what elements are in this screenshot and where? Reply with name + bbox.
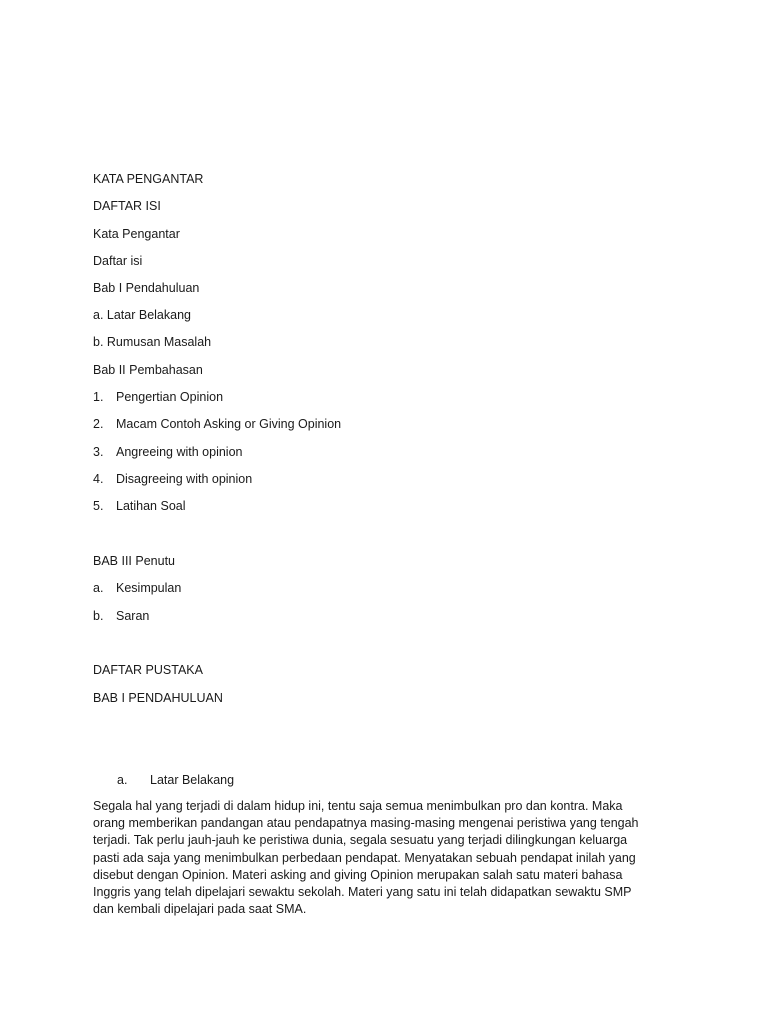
list-number: 4.: [93, 472, 104, 486]
section-heading: [117, 772, 234, 788]
toc-entry-bab3: BAB III Penutu: [93, 554, 175, 568]
toc-entry-latar-belakang: a. Latar Belakang: [93, 308, 191, 322]
paragraph-line: pasti ada saja yang menimbulkan perbedaan pendapat. Menyatakan sebuah pendapat inilah yang: [93, 850, 636, 865]
paragraph-line: dan kembali dipelajari pada saat SMA.: [93, 902, 307, 917]
list-text: Kesimpulan: [116, 581, 182, 595]
section-title: Latar Belakang: [150, 773, 235, 787]
toc-list-item: [93, 608, 149, 624]
list-text: Pengertian Opinion: [116, 390, 224, 404]
toc-entry-kata-pengantar: Kata Pengantar: [93, 227, 180, 241]
list-text: Disagreeing with opinion: [116, 472, 253, 486]
list-number: 5.: [93, 499, 104, 513]
body-paragraph: [93, 798, 673, 918]
list-number: b.: [93, 609, 104, 623]
toc-heading: KATA PENGANTAR: [93, 172, 204, 186]
toc-entry-daftar-isi: Daftar isi: [93, 254, 143, 268]
toc-entry-bab2: Bab II Pembahasan: [93, 363, 203, 377]
chapter-heading: BAB I PENDAHULUAN: [93, 691, 223, 705]
toc-entry-daftar-pustaka: DAFTAR PUSTAKA: [93, 663, 203, 677]
paragraph-line: Inggris yang telah dipelajari sewaktu sekolah. Materi yang satu ini telah didapatkan sewaktu SMP: [93, 885, 632, 900]
toc-list-item: [93, 471, 252, 487]
paragraph-line: disebut dengan Opinion. Materi asking and giving Opinion merupakan salah satu materi bahasa: [93, 867, 623, 882]
toc-list-item: [93, 498, 186, 514]
list-text: Angreeing with opinion: [116, 445, 243, 459]
paragraph-line: Segala hal yang terjadi di dalam hidup ini, tentu saja semua menimbulkan pro dan kontra. Maka: [93, 799, 623, 813]
list-text: Saran: [116, 609, 150, 623]
daftar-isi-heading: DAFTAR ISI: [93, 199, 161, 213]
paragraph-line: orang memberikan pandangan atau pendapatnya masing-masing mengenai peristiwa yang tengah: [93, 816, 639, 831]
toc-list-item: [93, 580, 181, 596]
toc-list-item: [93, 444, 242, 460]
list-number: 3.: [93, 445, 104, 459]
list-text: Macam Contoh Asking or Giving Opinion: [116, 417, 342, 431]
toc-entry-rumusan-masalah: b. Rumusan Masalah: [93, 335, 212, 349]
list-text: Latihan Soal: [116, 499, 186, 513]
list-number: a.: [93, 581, 104, 595]
list-number: 2.: [93, 417, 104, 431]
paragraph-line: terjadi. Tak perlu jauh-jauh ke peristiwa dunia, segala sesuatu yang terjadi dilingkungan keluarga: [93, 833, 628, 848]
toc-list-item: [93, 416, 341, 432]
section-number: a.: [117, 773, 128, 787]
toc-list-item: [93, 389, 223, 405]
toc-entry-bab1: Bab I Pendahuluan: [93, 281, 200, 295]
list-number: 1.: [93, 390, 104, 404]
